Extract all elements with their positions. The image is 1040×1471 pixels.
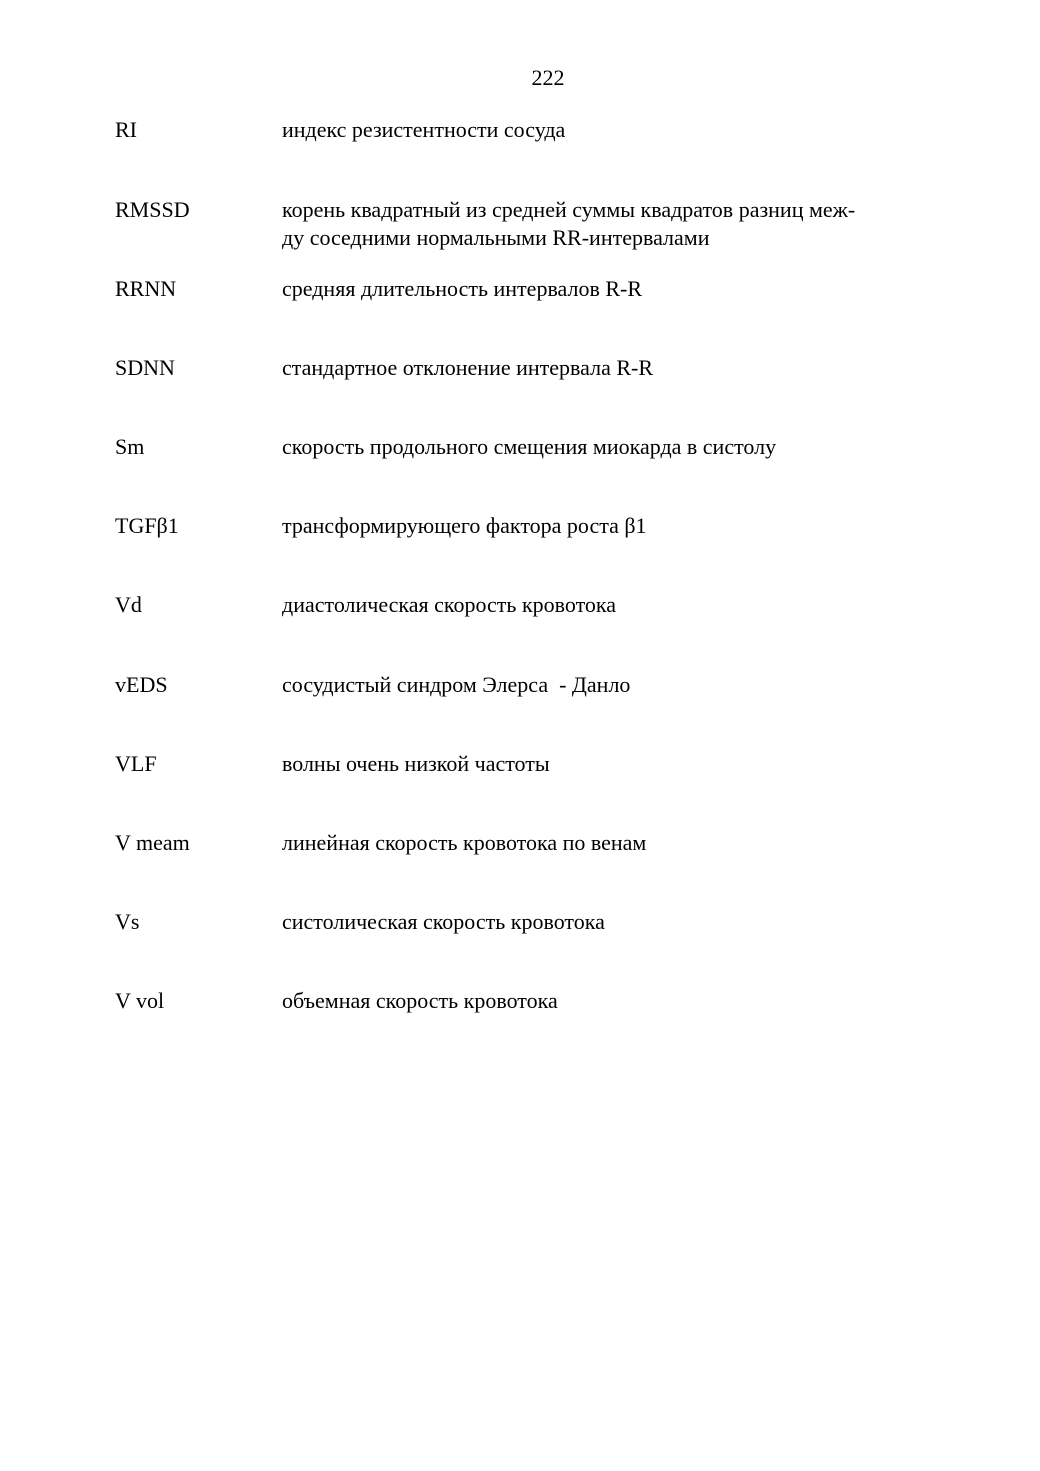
definition-line: волны очень низкой частоты [282, 751, 550, 776]
abbreviation-term: vEDS [115, 672, 168, 697]
abbreviation-definition [282, 829, 942, 857]
abbreviation-term: V meam [115, 830, 190, 855]
abbreviation-definition [282, 275, 942, 303]
abbreviation-term: RMSSD [115, 197, 190, 222]
abbreviation-term: Sm [115, 434, 145, 459]
definition-line: ду соседними нормальными RR-интервалами [282, 225, 710, 250]
abbreviation-definition [282, 116, 942, 144]
definition-line: диастолическая скорость кровотока [282, 592, 617, 617]
abbreviation-definition [282, 512, 942, 540]
abbreviation-definition [282, 196, 942, 252]
definition-line: систолическая скорость кровотока [282, 909, 605, 934]
definition-line: трансформирующего фактора роста β1 [282, 513, 647, 538]
abbreviation-definition [282, 433, 942, 461]
abbreviation-term: SDNN [115, 355, 175, 380]
page-number: 222 [531, 65, 565, 90]
definition-line: средняя длительность интервалов R-R [282, 276, 643, 301]
abbreviation-definition [282, 750, 942, 778]
abbreviation-term: TGFβ1 [115, 513, 179, 538]
abbreviation-definition [282, 354, 942, 382]
definition-line: линейная скорость кровотока по венам [282, 830, 647, 855]
abbreviation-term: RRNN [115, 276, 177, 301]
abbreviation-term: V vol [115, 988, 165, 1013]
abbreviation-term: VLF [115, 751, 157, 776]
abbreviation-definition [282, 671, 942, 699]
abbreviation-term: RI [115, 117, 137, 142]
abbreviation-definition [282, 987, 942, 1015]
abbreviation-term: Vs [115, 909, 140, 934]
abbreviation-definition [282, 591, 942, 619]
abbreviation-term: Vd [115, 592, 142, 617]
definition-line: скорость продольного смещения миокарда в систолу [282, 434, 777, 459]
definition-line: объемная скорость кровотока [282, 988, 558, 1013]
definition-line: индекс резистентности сосуда [282, 117, 566, 142]
definition-line: стандартное отклонение интервала R-R [282, 355, 654, 380]
definition-line: корень квадратный из средней суммы квадратов разниц меж- [282, 197, 856, 222]
abbreviation-definition [282, 908, 942, 936]
definition-line: сосудистый синдром Элерса - Данло [282, 672, 631, 697]
